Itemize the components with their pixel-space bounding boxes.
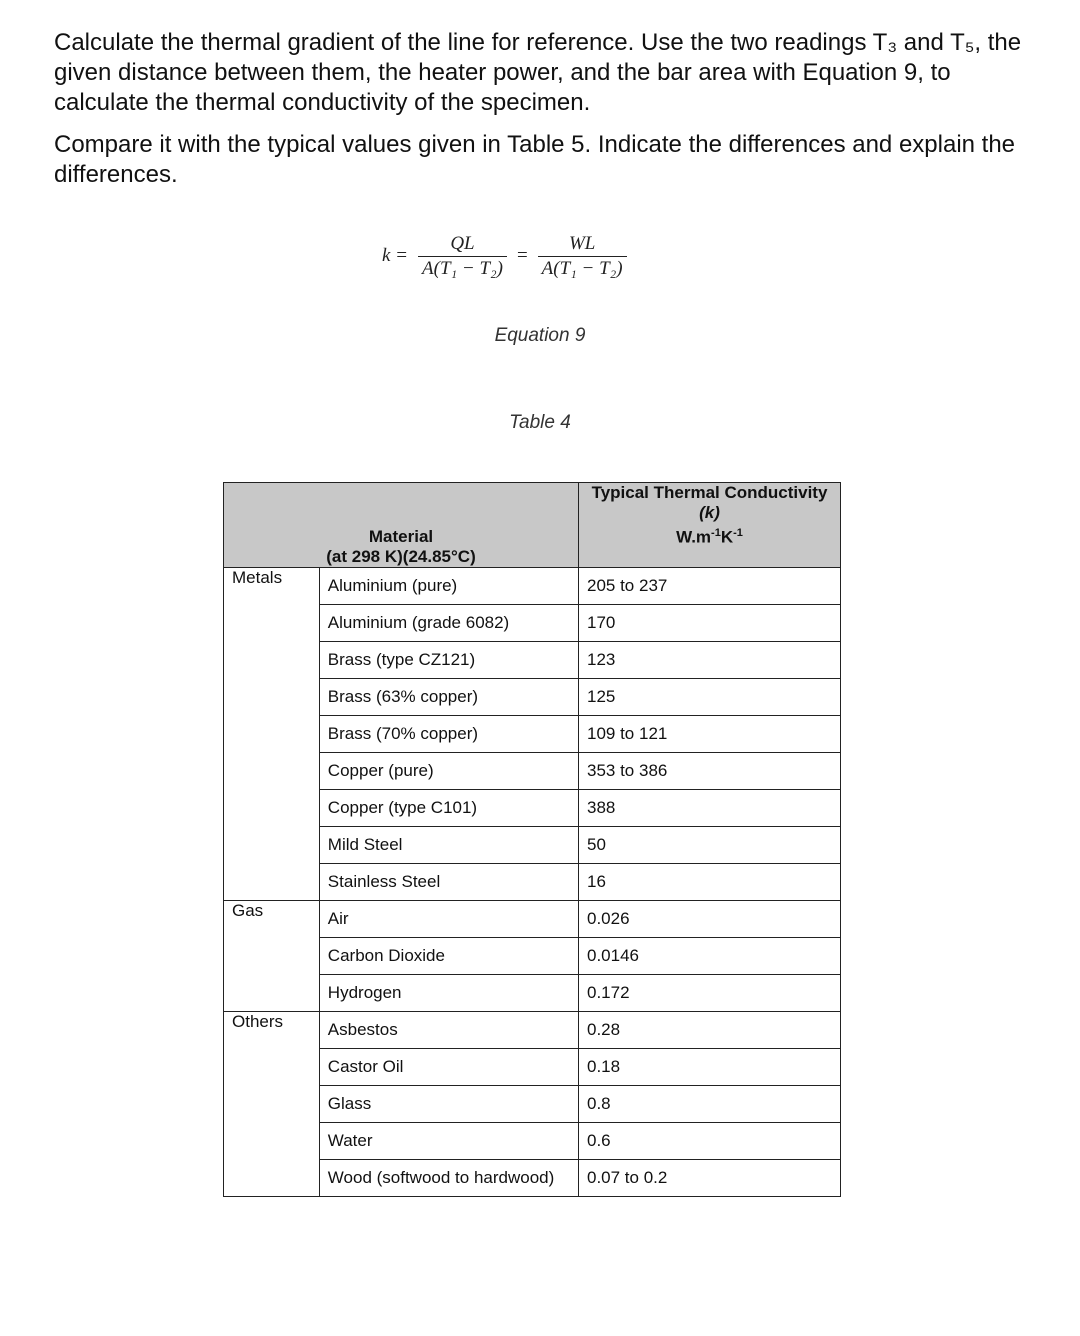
table-row (224, 827, 841, 864)
header-material-line1: Material (368, 527, 434, 546)
conductivity-cell: 0.18 (579, 1049, 841, 1086)
thermal-conductivity-table (223, 482, 841, 1197)
fraction-1-numerator: QL (450, 232, 475, 254)
conductivity-cell: 0.172 (579, 975, 841, 1012)
header-material (224, 483, 579, 568)
table-row (224, 568, 841, 605)
table-row (224, 975, 841, 1012)
material-cell: Hydrogen (319, 975, 578, 1012)
group-cell (224, 864, 320, 901)
header-conductivity (579, 483, 841, 568)
table-row (224, 1086, 841, 1123)
group-label-metals: Metals (224, 568, 320, 605)
instruction-paragraph-1: Calculate the thermal gradient of the line for reference. Use the two readings T₃ and T₅, the given distance between them, the heater power, and the bar area with Equation 9, to calculate the thermal conductivity of the specimen. (54, 29, 1022, 116)
group-cell (224, 716, 320, 753)
group-cell (224, 1049, 320, 1086)
material-cell: Aluminium (pure) (319, 568, 578, 605)
group-cell (224, 605, 320, 642)
material-cell: Water (319, 1123, 578, 1160)
header-conductivity-symbol: (k) (699, 503, 720, 522)
unit-exp-2: -1 (733, 527, 743, 539)
table-row (224, 864, 841, 901)
material-cell: Asbestos (319, 1012, 578, 1049)
conductivity-cell: 0.6 (579, 1123, 841, 1160)
group-cell (224, 679, 320, 716)
material-cell: Brass (63% copper) (319, 679, 578, 716)
group-cell (224, 790, 320, 827)
conductivity-cell: 205 to 237 (579, 568, 841, 605)
conductivity-cell: 353 to 386 (579, 753, 841, 790)
conductivity-cell: 125 (579, 679, 841, 716)
conductivity-cell: 0.28 (579, 1012, 841, 1049)
conductivity-cell: 0.026 (579, 901, 841, 938)
table-row (224, 901, 841, 938)
table-caption: Table 4 (509, 412, 571, 433)
instruction-paragraph-2: Compare it with the typical values given in Table 5. Indicate the differences and explain the differences. (54, 131, 1016, 188)
group-cell (224, 938, 320, 975)
table-row (224, 753, 841, 790)
conductivity-cell: 388 (579, 790, 841, 827)
group-label-gas: Gas (224, 901, 320, 938)
material-cell: Glass (319, 1086, 578, 1123)
conductivity-cell: 0.0146 (579, 938, 841, 975)
group-cell (224, 827, 320, 864)
equation-caption: Equation 9 (494, 325, 586, 346)
material-cell: Castor Oil (319, 1049, 578, 1086)
group-cell (224, 753, 320, 790)
table-row (224, 642, 841, 679)
group-cell (224, 1086, 320, 1123)
group-cell (224, 975, 320, 1012)
header-material-line2: (at 298 K)(24.85°C) (326, 547, 476, 566)
group-cell (224, 642, 320, 679)
table-row (224, 605, 841, 642)
equation-lhs: k = (382, 245, 409, 266)
header-conductivity-line1: Typical Thermal Conductivity (591, 483, 828, 502)
conductivity-cell: 170 (579, 605, 841, 642)
conductivity-cell: 123 (579, 642, 841, 679)
table-row (224, 679, 841, 716)
material-cell: Carbon Dioxide (319, 938, 578, 975)
conductivity-cell: 0.07 to 0.2 (579, 1160, 841, 1197)
equation-equals: = (516, 245, 528, 266)
material-cell: Copper (pure) (319, 753, 578, 790)
material-cell: Aluminium (grade 6082) (319, 605, 578, 642)
group-label-others: Others (224, 1012, 320, 1049)
conductivity-cell: 109 to 121 (579, 716, 841, 753)
table-row (224, 790, 841, 827)
table-row (224, 1049, 841, 1086)
material-cell: Copper (type C101) (319, 790, 578, 827)
equation-9 (382, 226, 627, 286)
unit-exp-1: -1 (711, 527, 721, 539)
fraction-1-denominator: A(T₁ − T₂) (418, 256, 507, 280)
table-row (224, 1160, 841, 1197)
table-header-row (224, 483, 841, 568)
table-row (224, 1012, 841, 1049)
table-body (224, 568, 841, 1197)
conductivity-cell: 16 (579, 864, 841, 901)
group-cell (224, 1160, 320, 1197)
conductivity-cell: 50 (579, 827, 841, 864)
material-cell: Air (319, 901, 578, 938)
fraction-2-numerator: WL (568, 232, 596, 254)
equation-fraction-1 (418, 233, 507, 280)
material-cell: Stainless Steel (319, 864, 578, 901)
unit-k: K (720, 527, 734, 547)
material-cell: Wood (softwood to hardwood) (319, 1160, 578, 1197)
material-cell: Mild Steel (319, 827, 578, 864)
material-cell: Brass (70% copper) (319, 716, 578, 753)
unit-w: W.m (676, 527, 712, 547)
header-conductivity-unit (587, 523, 832, 548)
conductivity-cell: 0.8 (579, 1086, 841, 1123)
table-row (224, 716, 841, 753)
group-cell (224, 1123, 320, 1160)
equation-fraction-2 (538, 233, 627, 280)
table-row (224, 938, 841, 975)
material-cell: Brass (type CZ121) (319, 642, 578, 679)
fraction-2-denominator: A(T₁ − T₂) (538, 256, 627, 280)
table-row (224, 1123, 841, 1160)
